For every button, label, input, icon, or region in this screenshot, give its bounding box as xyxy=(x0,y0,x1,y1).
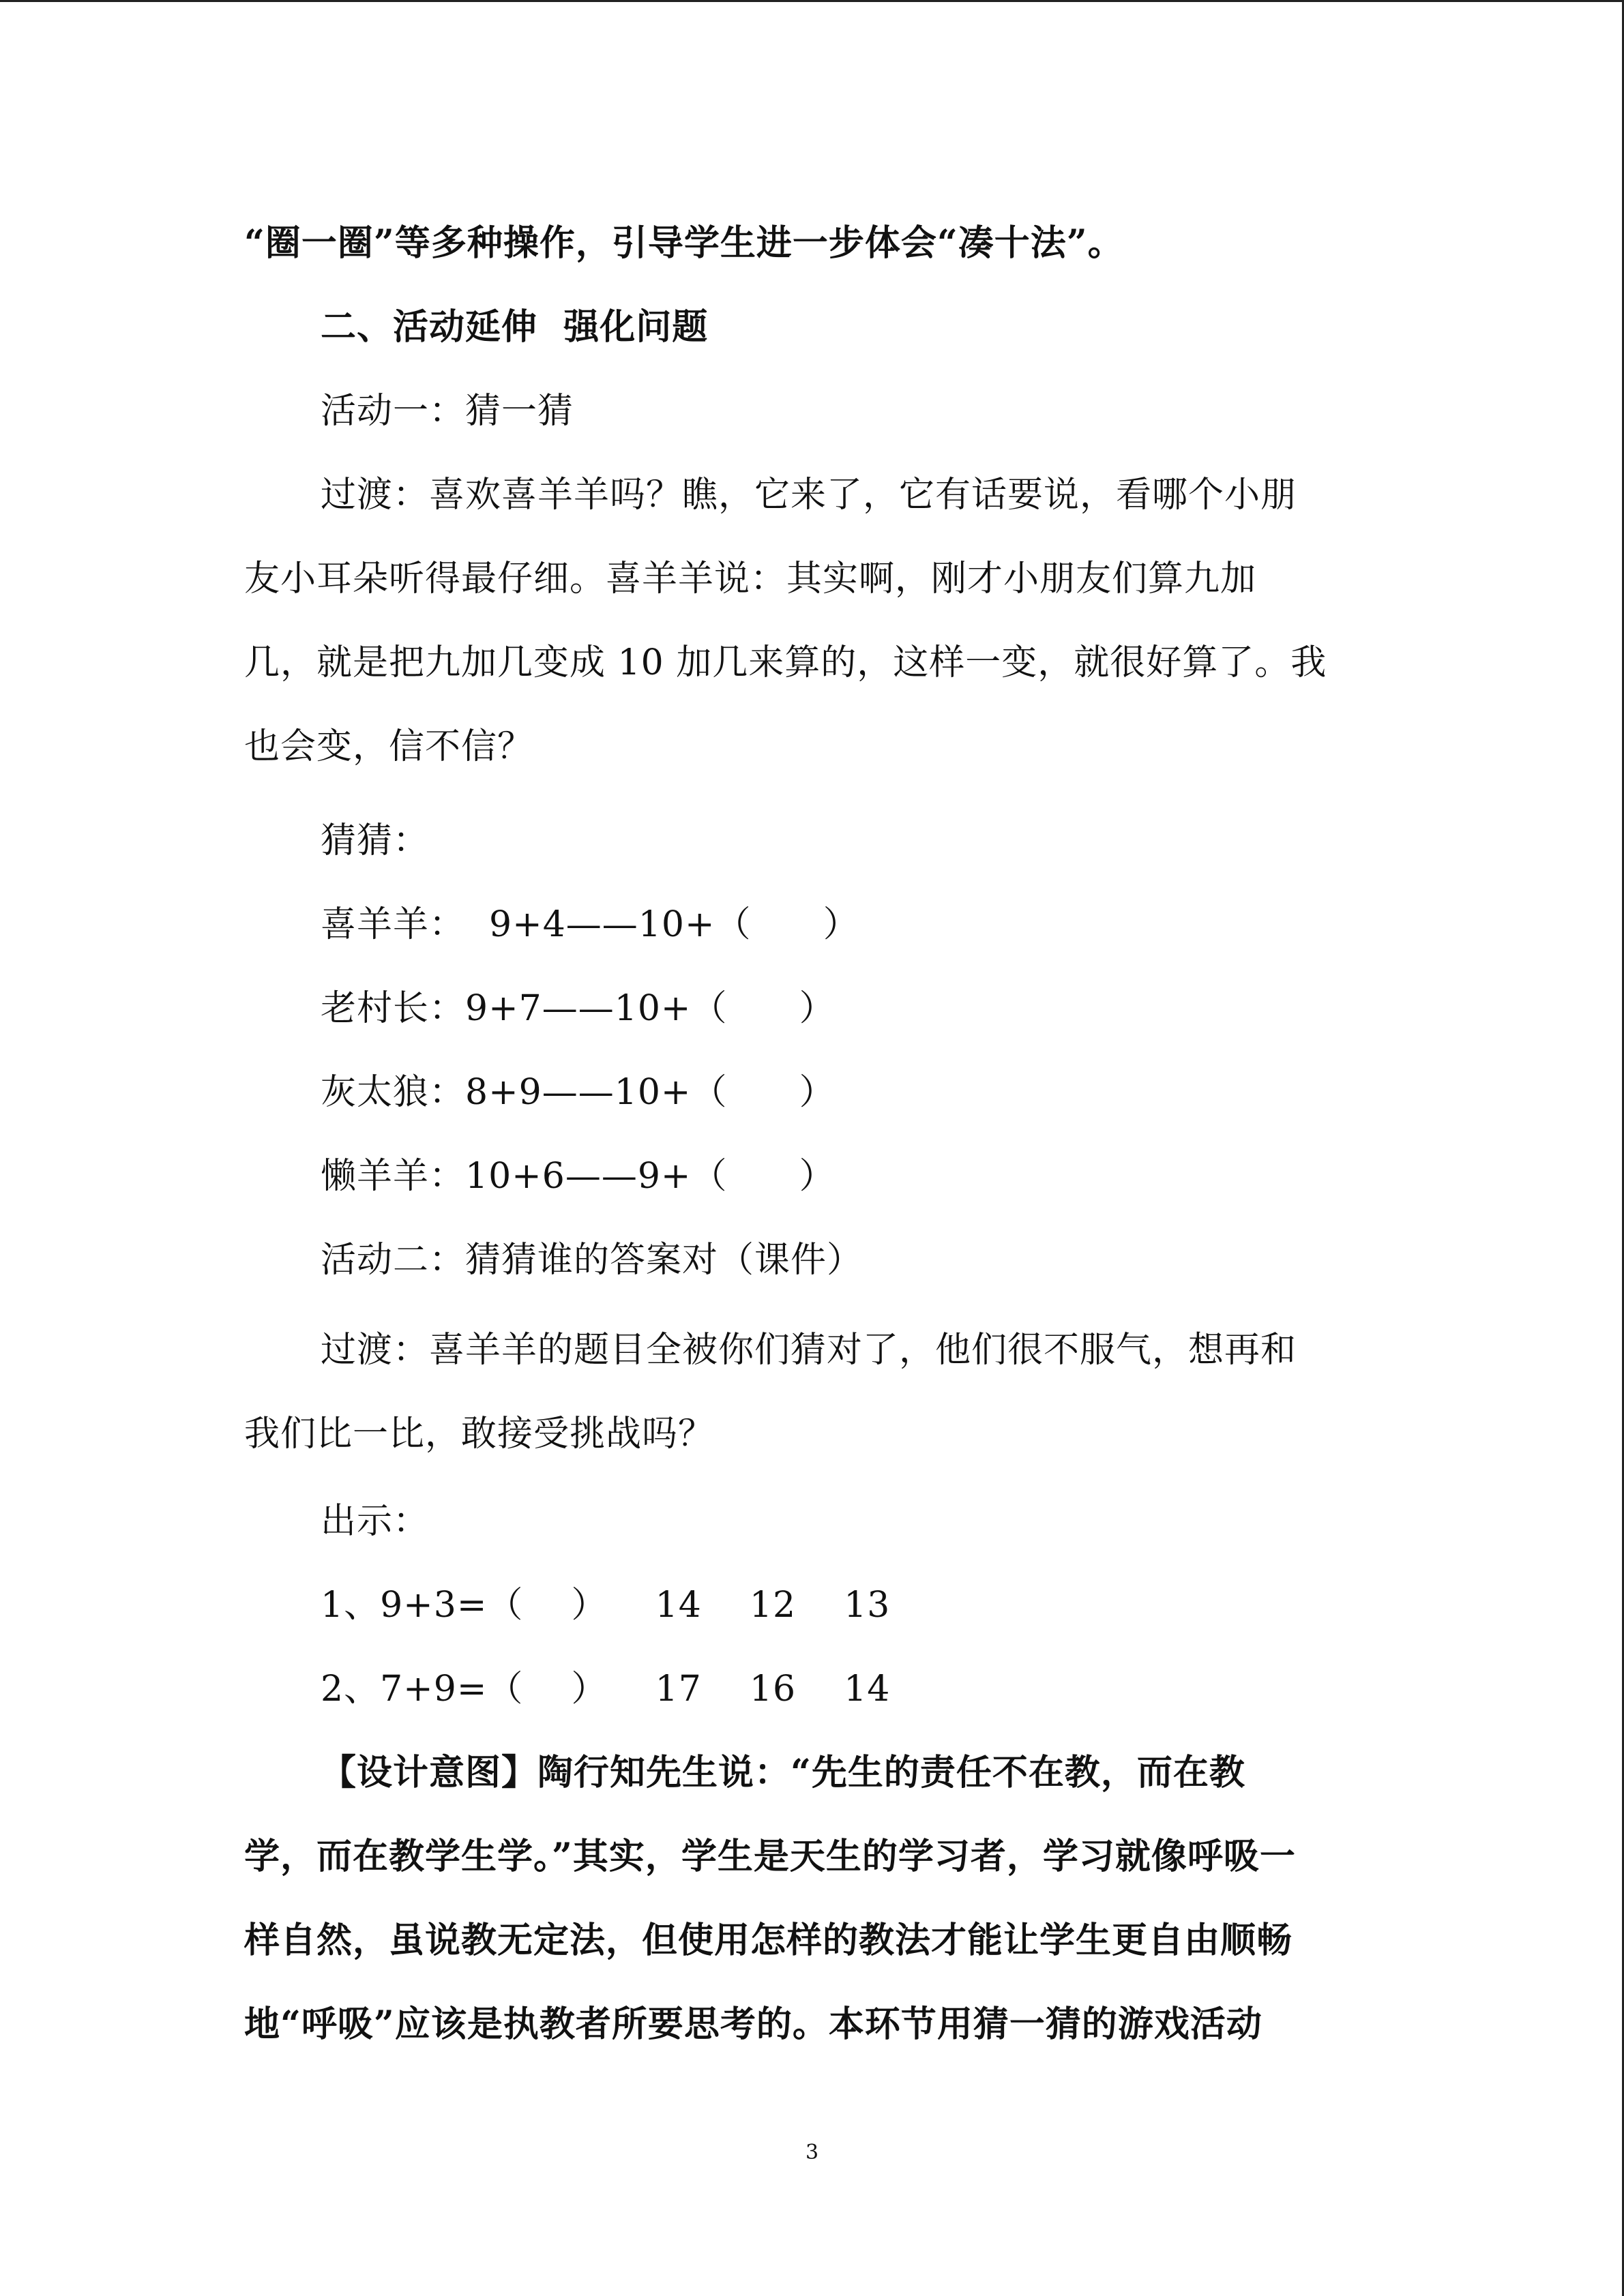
text-line: 过渡：喜欢喜羊羊吗？瞧，它来了，它有话要说，看哪个小朋 xyxy=(321,475,1297,516)
exercise-line: 懒羊羊：10+6——9+（ ） xyxy=(321,1156,836,1197)
text-line: 也会变，信不信？ xyxy=(244,726,534,767)
section-heading: 二、活动延伸 强化问题 xyxy=(321,306,709,348)
exercise-line: 喜羊羊： 9+4——10+（ ） xyxy=(321,904,859,945)
activity-title: 活动一：猜一猜 xyxy=(321,391,574,432)
design-intent-line: 样自然，虽说教无定法，但使用怎样的教法才能让学生更自由顺畅 xyxy=(244,1920,1293,1961)
design-intent-line: 地“呼吸”应该是执教者所要思考的。本环节用猜一猜的游戏活动 xyxy=(244,2003,1263,2045)
text-line: 过渡：喜羊羊的题目全被你们猜对了，他们很不服气，想再和 xyxy=(321,1330,1297,1371)
page-number: 3 xyxy=(805,2141,819,2164)
activity-title: 活动二：猜猜谁的答案对（课件） xyxy=(321,1240,863,1281)
text-line: 猜猜： xyxy=(321,820,430,861)
choice-question: 1、9+3=（ ） 14 12 13 xyxy=(321,1585,891,1626)
exercise-line: 老村长：9+7——10+（ ） xyxy=(321,988,836,1029)
design-intent-line: 【设计意图】陶行知先生说：“先生的责任不在教，而在教 xyxy=(321,1752,1245,1793)
text-line: 友小耳朵听得最仔细。喜羊羊说：其实啊，刚才小朋友们算九加 xyxy=(244,558,1257,599)
text-line: 我们比一比，敢接受挑战吗？ xyxy=(244,1414,715,1455)
text-line: 出示： xyxy=(321,1501,430,1542)
design-intent-line: 学，而在教学生学。”其实，学生是天生的学习者，学习就像呼吸一 xyxy=(244,1836,1296,1877)
exercise-line: 灰太狼：8+9——10+（ ） xyxy=(321,1072,836,1113)
choice-question: 2、7+9=（ ） 17 16 14 xyxy=(321,1669,891,1710)
text-line: 几，就是把九加几变成 10 加几来算的，这样一变，就很好算了。我 xyxy=(244,642,1327,683)
text-line: “圈一圈”等多种操作，引导学生进一步体会“凑十法”。 xyxy=(244,222,1124,264)
